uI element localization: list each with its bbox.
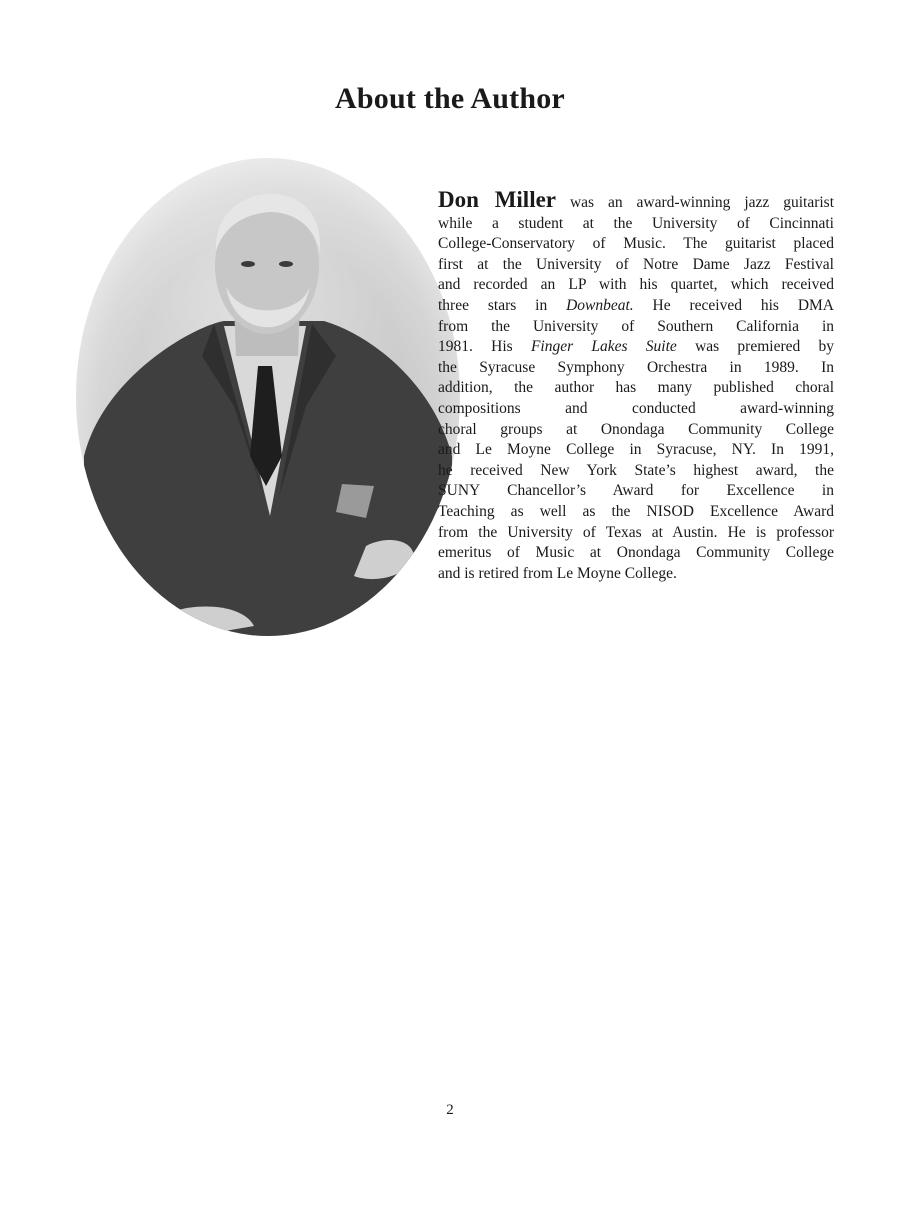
bio-line: choral groups at Onondaga Community College: [438, 420, 834, 438]
bio-line: Don Miller was an award-winning jazz guitarist: [438, 187, 835, 212]
page-number: 2: [446, 1102, 454, 1118]
bio-line: addition, the author has many published choral: [438, 379, 834, 397]
bio-line: College-Conservatory of Music. The guitarist placed: [438, 235, 834, 253]
bio-line: and recorded an LP with his quartet, which received: [438, 276, 834, 294]
bio-line: compositions and conducted award-winning: [438, 399, 834, 417]
author-name: Don Miller: [438, 187, 557, 212]
bio-line: from the University of Southern California in: [438, 317, 834, 335]
bio-line: three stars in Downbeat. He received his DMA: [438, 296, 834, 314]
bio-line: first at the University of Notre Dame Jazz Festival: [438, 255, 834, 273]
magazine-title: Downbeat.: [566, 296, 634, 314]
bio-line: the Syracuse Symphony Orchestra in 1989. In: [438, 358, 834, 376]
page-title: About the Author: [335, 82, 565, 115]
bio-line: while a student at the University of Cincinnati: [438, 214, 834, 232]
bio-line: emeritus of Music at Onondaga Community College: [438, 544, 834, 562]
author-portrait-photo-icon: [74, 156, 462, 638]
bio-line: SUNY Chancellor’s Award for Excellence in: [438, 482, 834, 500]
bio-line: he received New York State’s highest award, the: [438, 461, 834, 479]
bio-line: from the University of Texas at Austin. He is professor: [438, 523, 834, 541]
author-bio: [438, 187, 835, 584]
bio-line: and Le Moyne College in Syracuse, NY. In 1991,: [438, 441, 834, 459]
composition-title: Finger Lakes Suite: [530, 338, 677, 356]
bio-line: and is retired from Le Moyne College.: [438, 564, 677, 582]
bio-line: Teaching as well as the NISOD Excellence Award: [438, 502, 834, 520]
author-portrait: [74, 156, 462, 638]
bio-line: 1981. His Finger Lakes Suite was premiered by: [438, 338, 835, 356]
